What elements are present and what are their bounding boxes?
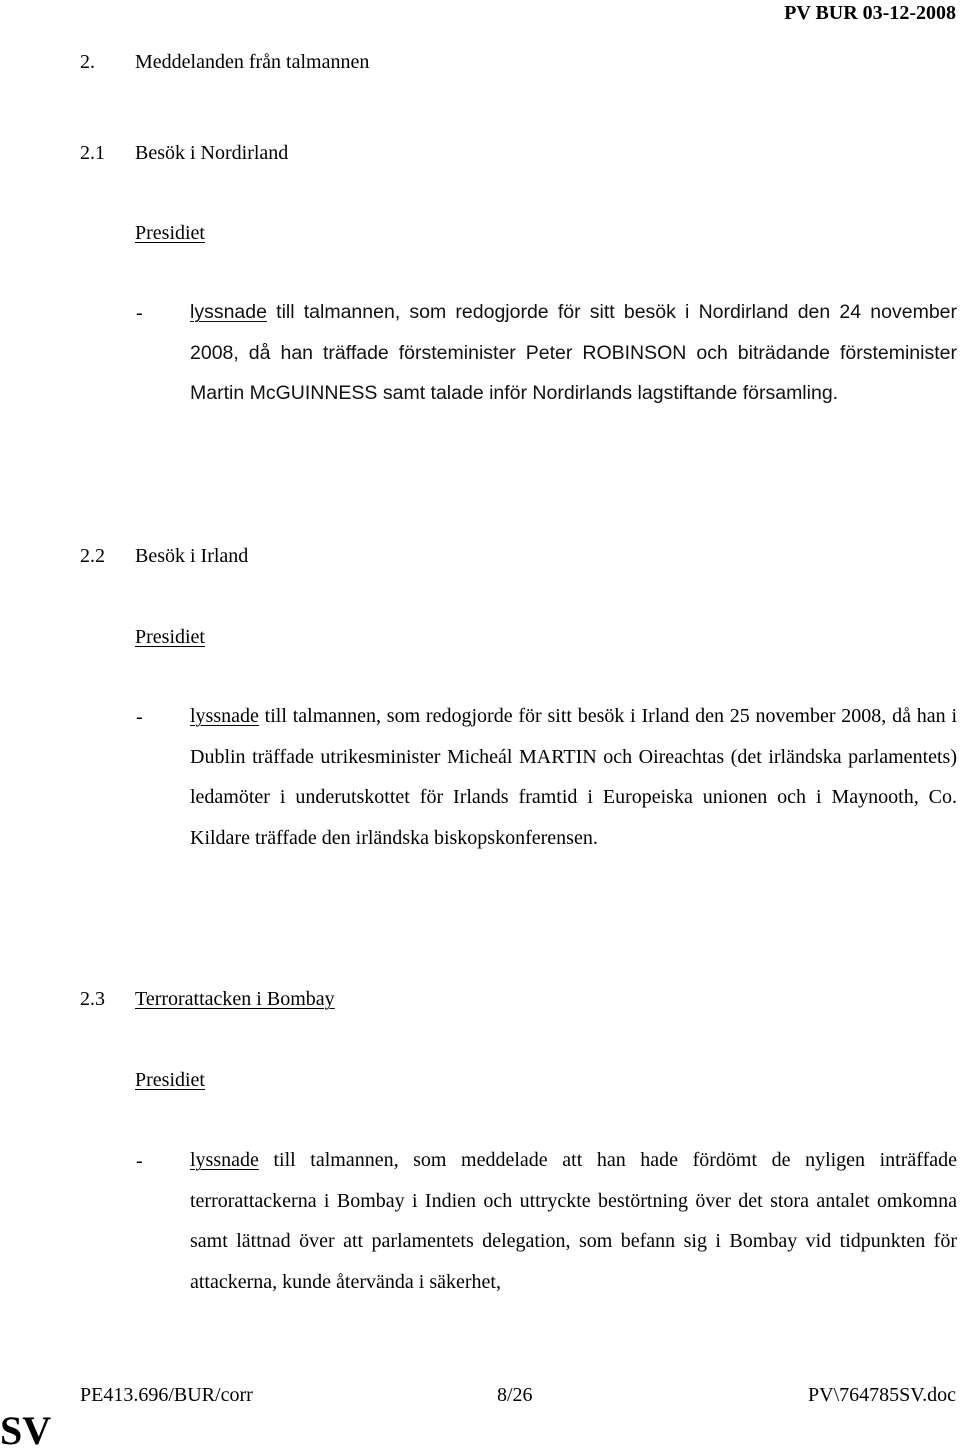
bullet-paragraph-2-1 (190, 292, 957, 414)
bullet-paragraph-2-3 (190, 1140, 957, 1302)
subsection-title-2-2: Besök i Irland (135, 545, 249, 567)
language-code: SV (0, 1408, 52, 1453)
bullet-dash-2-1: - (136, 302, 143, 324)
bullet-text-2-1: till talmannen, som redogjorde för sitt besök i Nordirland den 24 november 2008, då han träffade försteminister Peter ROBINSON och biträdande försteminister Martin McGUINNESS samt talade inför Nordirlands lagstiftande församling. (190, 301, 957, 404)
footer-page-number: 8/26 (497, 1384, 533, 1406)
presidiet-label-2-3: Presidiet (135, 1069, 205, 1091)
bullet-dash-2-3: - (136, 1150, 143, 1172)
header-reference: PV BUR 03-12-2008 (784, 2, 956, 24)
bullet-text-2-3: till talmannen, som meddelade att han hade fördömt de nyligen inträffade terrorattackerna i Bombay i Indien och uttryckte bestörtning över det stora antalet omkomna samt lättnad över att parlamentets delegation, som befann sig i Bombay vid tidpunkten för attackerna, kunde återvända i säkerhet, (190, 1149, 957, 1293)
section-title: Meddelanden från talmannen (135, 51, 370, 73)
bullet-text-2-2: till talmannen, som redogjorde för sitt besök i Irland den 25 november 2008, då han i Dublin träffade utrikesminister Micheál MARTIN och Oireachtas (det irländska parlamentets) ledamöter i underutskottet för Irlands framtid i Europeiska unionen och i Maynooth, Co. Kildare träffade den irländska biskopskonferensen. (190, 705, 957, 849)
subsection-title-2-1: Besök i Nordirland (135, 142, 289, 164)
footer-file-name: PV\764785SV.doc (808, 1384, 956, 1406)
bullet-paragraph-2-2 (190, 696, 957, 858)
subsection-title-2-3: Terrorattacken i Bombay (135, 988, 335, 1010)
section-number: 2. (80, 51, 95, 73)
subsection-number-2-2: 2.2 (80, 545, 105, 567)
presidiet-label-2-2: Presidiet (135, 626, 205, 648)
presidiet-label-2-1: Presidiet (135, 222, 205, 244)
subsection-number-2-1: 2.1 (80, 142, 105, 164)
keyword-lyssnade-2-1: lyssnade (190, 301, 267, 323)
keyword-lyssnade-2-3: lyssnade (190, 1149, 259, 1171)
subsection-number-2-3: 2.3 (80, 988, 105, 1010)
bullet-dash-2-2: - (136, 706, 143, 728)
footer-document-ref: PE413.696/BUR/corr (80, 1384, 253, 1406)
keyword-lyssnade-2-2: lyssnade (190, 705, 259, 727)
